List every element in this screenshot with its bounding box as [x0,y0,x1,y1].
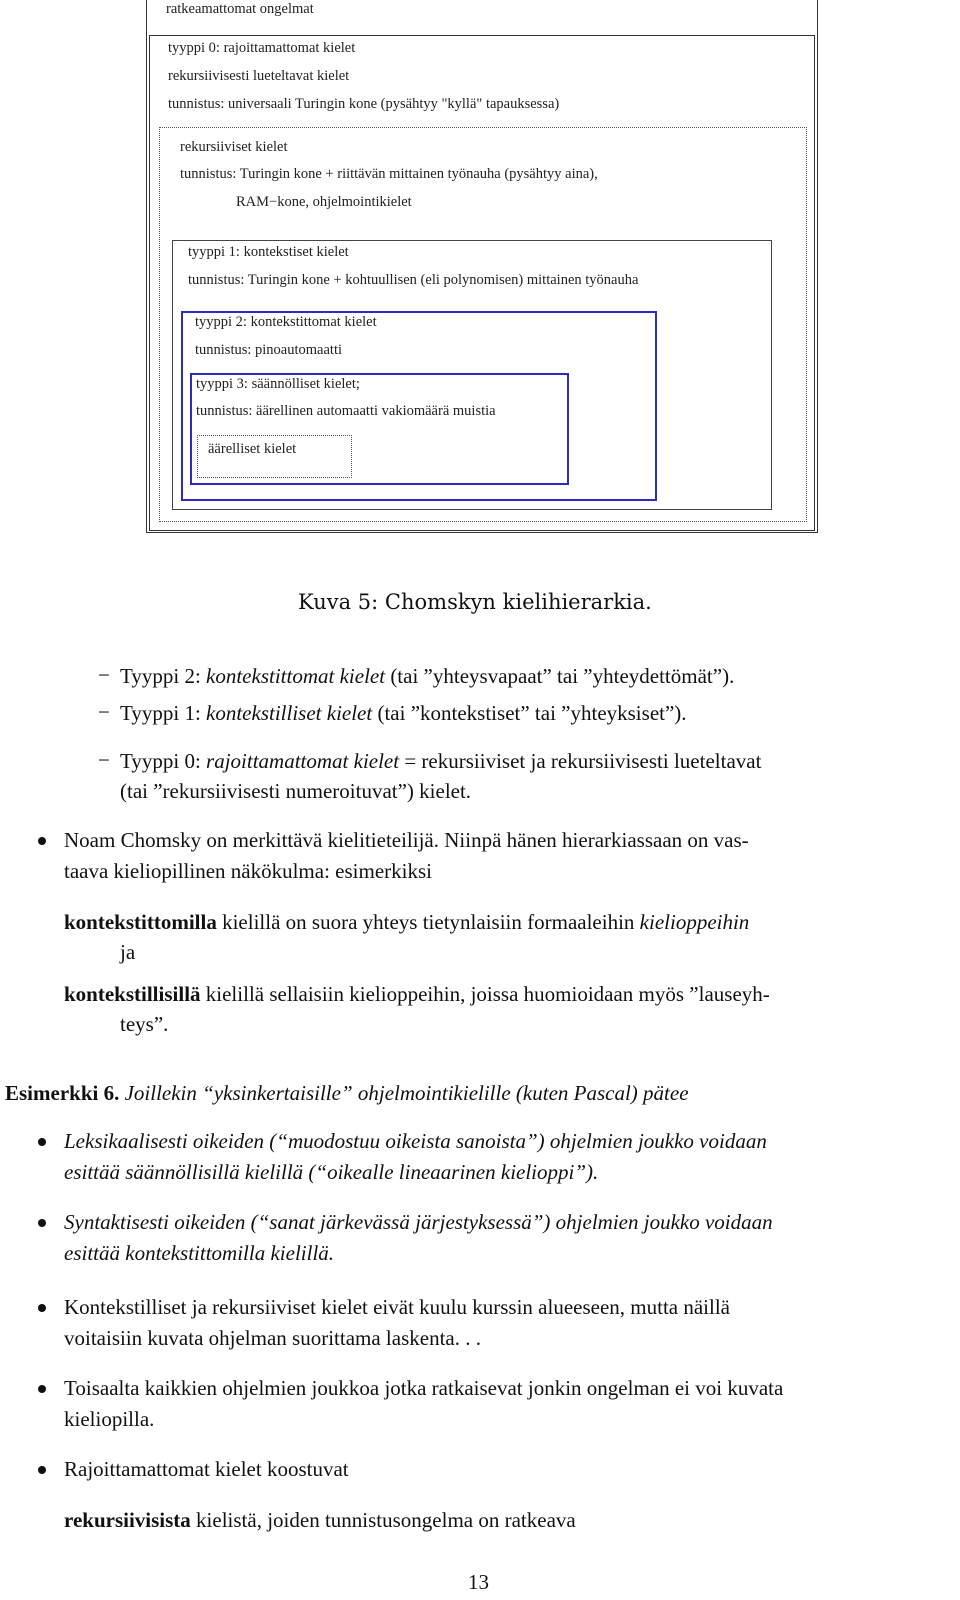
contextsensitive-line2: teys”. [120,1012,169,1036]
contextfree-line [64,910,749,935]
dash-marker: − [98,663,110,687]
type2-rest: (tai ”yhteysvapaat” tai ”yhteydettömät”). [385,664,735,688]
example-text: Joillekin “yksinkertaisille” ohjelmointikielille (kuten Pascal) pätee [119,1081,689,1105]
figure-caption: Kuva 5: Chomskyn kielihierarkia. [298,590,652,614]
contextsensitive-rest: kielillä sellaisiin kielioppeihin, joissa huomioidaan myös ”lauseyh- [200,982,770,1006]
dash-item-type0-line2: (tai ”rekursiivisesti numeroituvat”) kielet. [120,779,472,803]
bullet-point [38,1219,46,1227]
syntactic-line1: Syntaktisesti oikeiden (“sanat järkevässä järjestyksessä”) ohjelmien joukko voidaan [64,1210,773,1234]
contextfree-term: kontekstittomilla [64,910,217,934]
bullet-point [38,1304,46,1312]
type0-lead: Tyyppi 0: [120,749,207,773]
bullet-point [38,837,46,845]
example-heading [5,1081,689,1106]
type1-line1: tyyppi 1: kontekstiset kielet [188,244,349,260]
type0-rest: = rekursiiviset ja rekursiivisesti lueteltavat [399,749,762,773]
bullet-point [38,1385,46,1393]
type0-line3: tunnistus: universaali Turingin kone (pysähtyy "kyllä" tapauksessa) [168,96,560,112]
type1-line2: tunnistus: Turingin kone + kohtuullisen (eli polynomisen) mittainen työnauha [188,272,639,288]
dash-item-type1 [120,701,687,726]
contextfree-rest: kielillä on suora yhteys tietynlaisiin formaaleihin [216,910,640,934]
type2-line1: tyyppi 2: kontekstittomat kielet [195,314,377,330]
contextsensitive-line [64,982,770,1007]
recursive-line2: tunnistus: Turingin kone + riittävän mittainen työnauha (pysähtyy aina), [180,166,598,182]
dash-marker: − [98,748,110,772]
type1-lead: Tyyppi 1: [120,701,207,725]
dash-item-type2 [120,664,734,689]
page-number: 13 [468,1570,489,1594]
dash-marker: − [98,700,110,724]
syntactic-line2: esittää kontekstittomilla kielillä. [64,1241,335,1265]
lexical-line2: esittää säännöllisillä kielillä (“oikealle lineaarinen kielioppi”). [64,1160,599,1184]
bullet-point [38,1138,46,1146]
chomsky-line1: Noam Chomsky on merkittävä kielitieteilijä. Niinpä hänen hierarkiassaan on vas- [64,828,749,852]
recursive-term: rekursiivisista [64,1508,191,1532]
contextfree-line2: ja [120,940,136,964]
type2-term: kontekstittomat kielet [206,664,386,688]
type2-lead: Tyyppi 2: [120,664,207,688]
type0-line2: rekursiivisesti lueteltavat kielet [168,68,350,84]
type3-line2: tunnistus: äärellinen automaatti vakiomäärä muistia [196,403,496,419]
contextual-line1: Kontekstilliset ja rekursiiviset kielet eivät kuulu kurssin alueeseen, mutta näillä [64,1295,731,1319]
bullet-point [38,1466,46,1474]
chomsky-line2: taava kieliopillinen näkökulma: esimerkiksi [64,859,432,883]
recursive-line3: RAM−kone, ohjelmointikielet [236,194,412,210]
recursive-rest: kielistä, joiden tunnistusongelma on ratkeava [190,1508,576,1532]
lexical-line1: Leksikaalisesti oikeiden (“muodostuu oikeista sanoista”) ohjelmien joukko voidaan [64,1129,767,1153]
contextsensitive-term: kontekstillisillä [64,982,201,1006]
type2-line2: tunnistus: pinoautomaatti [195,342,343,358]
all-programs-line2: kieliopilla. [64,1407,155,1431]
type3-line1: tyyppi 3: säännölliset kielet; [196,376,360,392]
finite-label: äärelliset kielet [208,441,297,457]
all-programs-line1: Toisaalta kaikkien ohjelmien joukkoa jotka ratkaisevat jonkin ongelman ei voi kuvata [64,1376,784,1400]
recursive-line [64,1508,576,1533]
grammars-term: kielioppeihin [639,910,750,934]
undecidable-label: ratkeamattomat ongelmat [166,1,314,17]
type0-term: rajoittamattomat kielet [206,749,400,773]
dash-item-type0 [120,749,761,774]
type0-line1: tyyppi 0: rajoittamattomat kielet [168,40,356,56]
recursive-line1: rekursiiviset kielet [180,139,288,155]
example-label: Esimerkki 6. [5,1081,120,1105]
type1-term: kontekstilliset kielet [206,701,373,725]
type1-rest: (tai ”kontekstiset” tai ”yhteyksiset”). [372,701,687,725]
contextual-line2: voitaisiin kuvata ohjelman suorittama laskenta. . . [64,1326,481,1350]
unrestricted-line: Rajoittamattomat kielet koostuvat [64,1457,349,1481]
